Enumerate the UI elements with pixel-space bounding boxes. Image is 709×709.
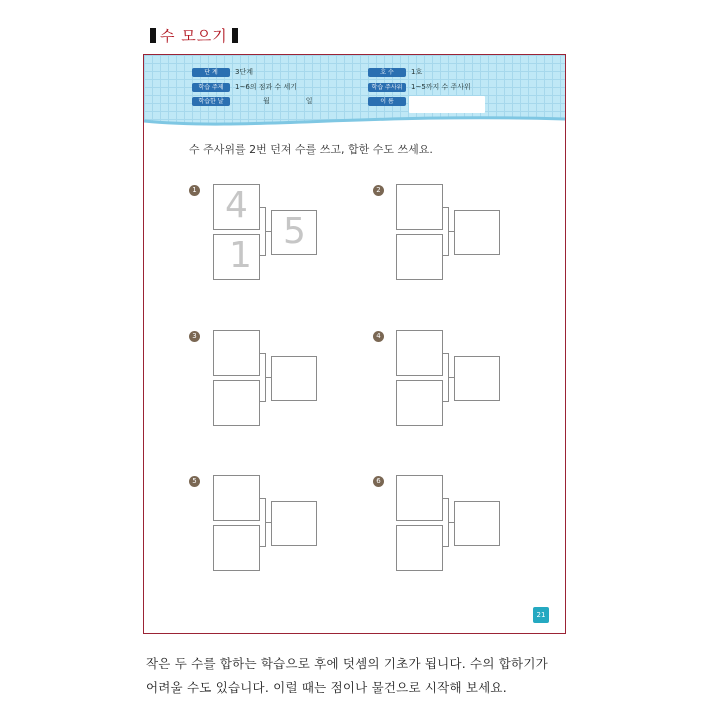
problem-number-6: 6 bbox=[373, 476, 384, 487]
problem-1-bottom-box[interactable] bbox=[213, 234, 260, 280]
title-text: 수 모으기 bbox=[160, 26, 228, 45]
problem-number-4: 4 bbox=[373, 331, 384, 342]
caption-line-1: 작은 두 수를 합하는 학습으로 후에 덧셈의 기초가 됩니다. 수의 합하기가 bbox=[146, 656, 548, 671]
problem-6-sum-box[interactable] bbox=[454, 501, 500, 546]
value-stage: 3단계 bbox=[235, 68, 253, 76]
problem-3-sum-box[interactable] bbox=[271, 356, 317, 401]
problem-5-sum-box[interactable] bbox=[271, 501, 317, 546]
value-issue: 1호 bbox=[411, 68, 423, 76]
problem-2-top-box[interactable] bbox=[396, 184, 443, 230]
problem-1-top-box[interactable] bbox=[213, 184, 260, 230]
problem-number-5: 5 bbox=[189, 476, 200, 487]
problem-2-bottom-box[interactable] bbox=[396, 234, 443, 280]
value-day: 일 bbox=[305, 97, 313, 105]
header-row-dice bbox=[368, 82, 471, 92]
problem-4-bottom-box[interactable] bbox=[396, 380, 443, 426]
label-date: 학습한 날 bbox=[192, 97, 230, 106]
header-row-issue bbox=[368, 67, 422, 77]
header-row-date bbox=[192, 96, 313, 106]
problem-5-bottom-box[interactable] bbox=[213, 525, 260, 571]
value-dice: 1~5까지 수 주사위 bbox=[411, 83, 471, 91]
instruction: 수 주사위를 2번 던져 수를 쓰고, 합한 수도 쓰세요. bbox=[189, 143, 433, 156]
title-right-bar bbox=[232, 28, 238, 43]
problem-1-sum-value: 5 bbox=[283, 211, 306, 252]
name-input[interactable] bbox=[409, 96, 485, 113]
problem-2-sum-box[interactable] bbox=[454, 210, 500, 255]
header-row-stage bbox=[192, 67, 253, 77]
header-row-name bbox=[368, 97, 411, 106]
label-topic: 학습 주제 bbox=[192, 83, 230, 92]
problem-1-top-value: 4 bbox=[225, 185, 248, 226]
value-topic: 1~6의 점과 수 세기 bbox=[235, 83, 298, 91]
value-month: 월 bbox=[263, 97, 270, 105]
problem-3-top-box[interactable] bbox=[213, 330, 260, 376]
label-name: 이 름 bbox=[368, 97, 406, 106]
problem-6-top-box[interactable] bbox=[396, 475, 443, 521]
worksheet bbox=[143, 54, 566, 634]
header-wave bbox=[144, 111, 565, 133]
page-title bbox=[146, 24, 242, 46]
label-dice: 학습 주사위 bbox=[368, 83, 406, 92]
problem-4-top-box[interactable] bbox=[396, 330, 443, 376]
caption-line-2: 어려울 수도 있습니다. 이럴 때는 점이나 물건으로 시작해 보세요. bbox=[146, 680, 507, 695]
problem-6-bottom-box[interactable] bbox=[396, 525, 443, 571]
problem-number-3: 3 bbox=[189, 331, 200, 342]
title-left-bar bbox=[150, 28, 156, 43]
problem-1-sum-box[interactable] bbox=[271, 210, 317, 255]
problem-1-bottom-value: 1 bbox=[229, 235, 252, 276]
problem-3-bottom-box[interactable] bbox=[213, 380, 260, 426]
label-stage: 단 계 bbox=[192, 68, 230, 77]
label-issue: 호 수 bbox=[368, 68, 406, 77]
page-number-badge: 21 bbox=[533, 607, 549, 623]
header-row-topic bbox=[192, 82, 297, 92]
problem-5-top-box[interactable] bbox=[213, 475, 260, 521]
problem-number-1: 1 bbox=[189, 185, 200, 196]
problem-number-2: 2 bbox=[373, 185, 384, 196]
problem-4-sum-box[interactable] bbox=[454, 356, 500, 401]
